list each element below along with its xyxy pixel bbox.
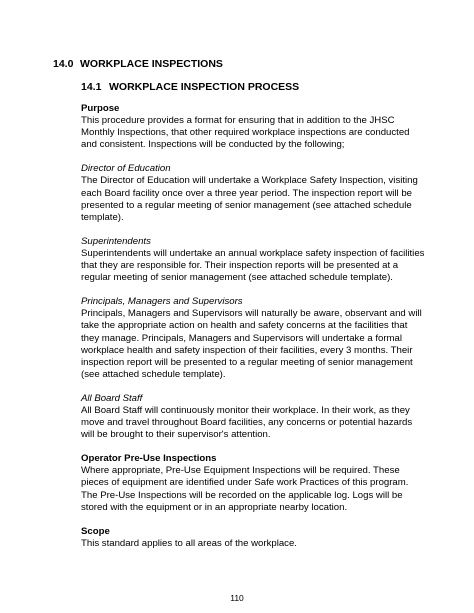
text-line: This standard applies to all areas of the workplace. (81, 537, 297, 549)
text-line: The Director of Education will undertake a Workplace Safety Inspection, visiting (81, 175, 418, 187)
document-body (81, 103, 426, 562)
text-line: stored with the equipment or in an appropriate nearby location. (81, 501, 348, 513)
text-line: This procedure provides a format for ensuring that in addition to the JHSC (81, 115, 395, 127)
section-heading-scope: Scope (81, 525, 110, 537)
text-line: Where appropriate, Pre-Use Equipment Inspections will be required. These (81, 465, 400, 477)
section-heading-principals: Principals, Managers and Supervisors (81, 296, 243, 308)
text-line: that they are responsible for. Their inspection reports will be presented at a (81, 260, 399, 272)
text-line: they manage. Principals, Managers and Supervisors will undertake a formal (81, 332, 403, 344)
text-line: will be brought to their supervisor's attention. (81, 429, 271, 441)
section-body-all-staff (81, 405, 426, 441)
text-line: take the appropriate action on health and safety concerns at the facilities that (81, 320, 408, 332)
section-body-director (81, 175, 426, 223)
text-line: All Board Staff will continuously monitor their workplace. In their work, as they (81, 404, 410, 416)
text-line: and consistent. Inspections will be conducted by the following; (81, 139, 345, 151)
subsection-title: WORKPLACE INSPECTION PROCESS (109, 81, 300, 93)
text-line: (see attached schedule template). (81, 368, 226, 380)
section-superintendents (81, 236, 426, 284)
section-heading-all-staff: All Board Staff (81, 392, 143, 404)
text-line: Monthly Inspections, that other required workplace inspections are conducted (81, 127, 410, 139)
section-principals (81, 296, 426, 381)
section-body-pre-use (81, 465, 426, 513)
text-line: The Pre-Use Inspections will be recorded on the applicable log. Logs will be (81, 489, 403, 501)
page-number: 110 (230, 593, 244, 603)
subsection-number: 14.1 (81, 81, 102, 93)
text-line: each Board facility once over a three year period. The inspection report will be (81, 187, 412, 199)
section-body-principals (81, 308, 426, 381)
section-body-superintendents (81, 248, 426, 284)
section-heading-purpose: Purpose (81, 103, 120, 114)
section-heading-superintendents: Superintendents (81, 235, 151, 247)
text-line: regular meeting of senior management (see attached schedule template). (81, 272, 393, 284)
section-title: WORKPLACE INSPECTIONS (80, 58, 223, 70)
text-line: inspection report will be presented to a regular meeting of senior management (81, 356, 413, 368)
section-heading (53, 58, 223, 70)
text-line: Superintendents will undertake an annual workplace safety inspection of facilities (81, 247, 425, 259)
section-number: 14.0 (53, 58, 74, 70)
text-line: template). (81, 211, 124, 223)
text-line: pieces of equipment are identified under Safe work Practices of this program. (81, 477, 409, 489)
section-purpose (81, 103, 426, 151)
section-scope (81, 526, 426, 550)
section-all-staff (81, 393, 426, 441)
text-line: presented to a regular meeting of senior management (see attached schedule (81, 199, 412, 211)
section-pre-use (81, 453, 426, 513)
section-heading-director: Director of Education (81, 163, 171, 175)
section-body-purpose (81, 115, 426, 151)
text-line: Principals, Managers and Supervisors will naturally be aware, observant and will (81, 308, 422, 320)
section-director (81, 163, 426, 223)
text-line: move and travel throughout Board facilities, any concerns or potential hazards (81, 417, 413, 429)
section-heading-pre-use: Operator Pre-Use Inspections (81, 453, 217, 465)
text-line: workplace health and safety inspection of their facilities, every 3 months. Their (81, 344, 413, 356)
section-body-scope (81, 538, 426, 550)
subsection-heading (81, 81, 299, 93)
